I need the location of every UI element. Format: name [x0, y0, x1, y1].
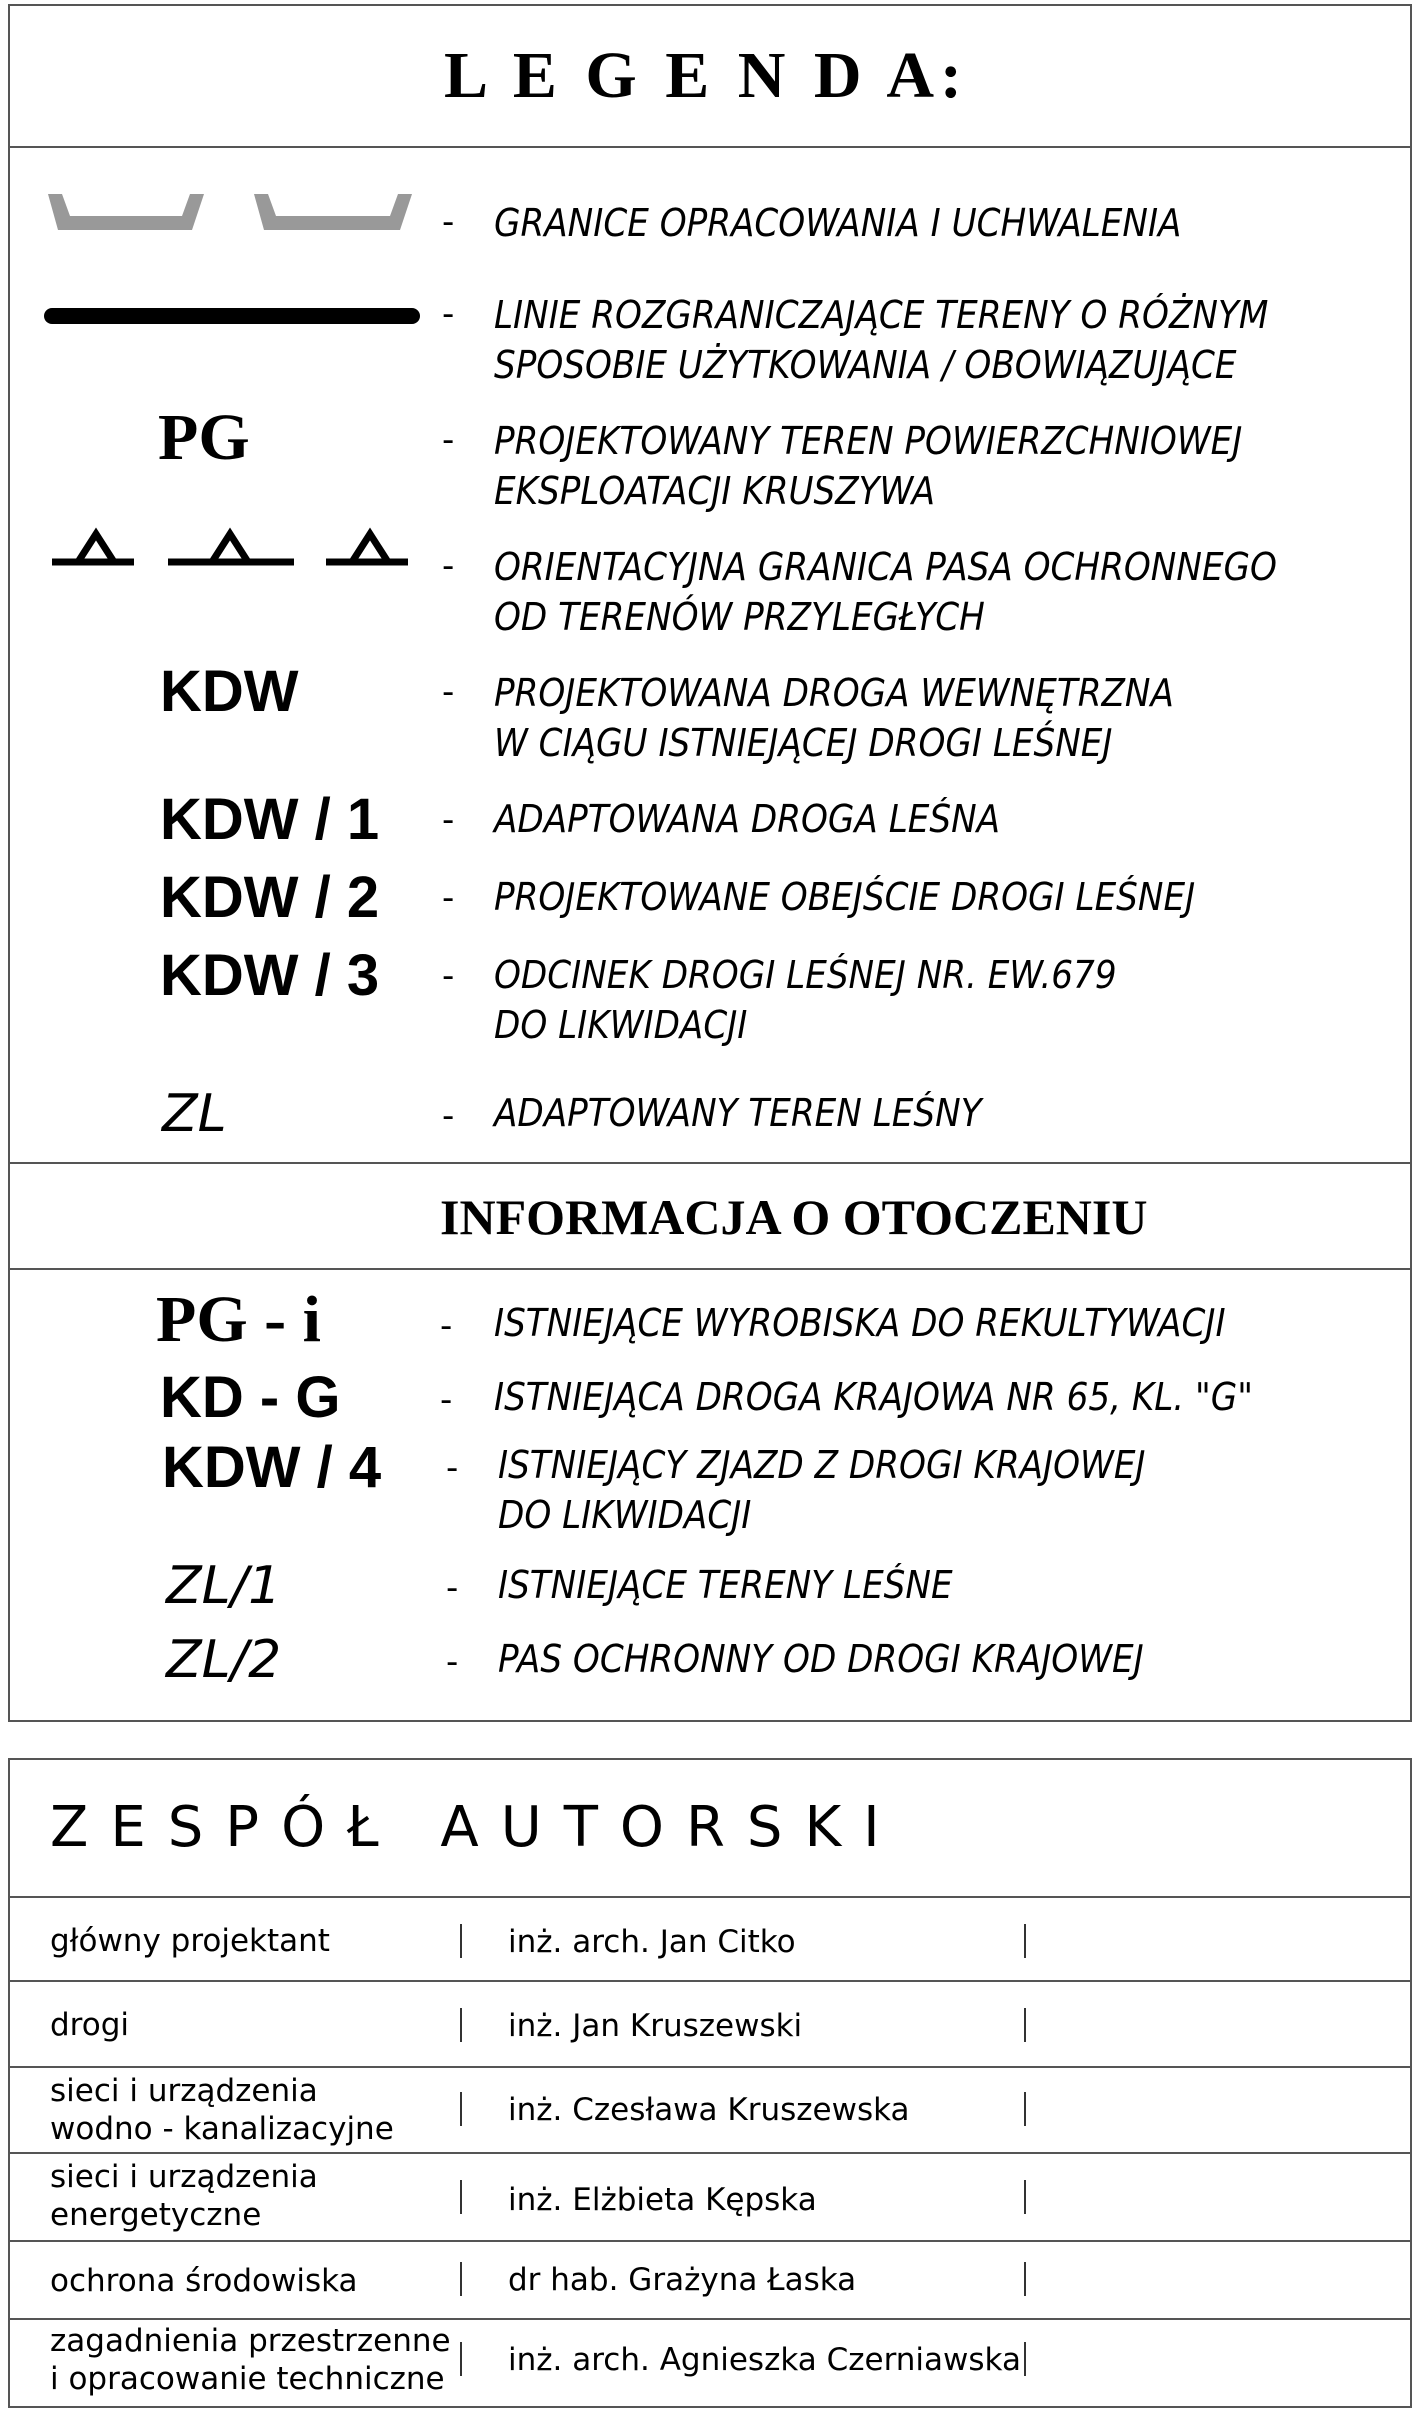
symbol-kdw: KDW	[160, 659, 299, 724]
column-tick	[460, 1924, 462, 1958]
legend-dash: -	[442, 202, 455, 242]
surroundings-bottom-divider	[8, 1268, 1412, 1270]
team-title-divider	[8, 1896, 1412, 1898]
legend-dash: -	[442, 546, 455, 586]
surroundings-desc: ISTNIEJĄCE WYROBISKA DO REKULTYWACJI	[494, 1301, 1226, 1345]
column-tick	[1024, 2262, 1026, 2296]
surroundings-title: INFORMACJA O OTOCZENIU	[440, 1189, 1148, 1245]
legend-dash: -	[442, 294, 455, 334]
surroundings-desc: ISTNIEJĄCY ZJAZD Z DROGI KRAJOWEJ DO LIKWIDACJI	[498, 1443, 1146, 1537]
thick-line-icon	[40, 302, 420, 332]
legend-desc: ODCINEK DROGI LEŚNEJ NR. EW.679 DO LIKWIDACJI	[494, 953, 1117, 1047]
column-tick	[1024, 2180, 1026, 2214]
team-name: dr hab. Grażyna Łaska	[508, 2262, 857, 2298]
column-tick	[460, 2180, 462, 2214]
legend-dash: -	[440, 1306, 453, 1346]
team-name: inż. Jan Kruszewski	[508, 2008, 803, 2044]
legend-desc: PROJEKTOWANE OBEJŚCIE DROGI LEŚNEJ	[494, 875, 1196, 919]
symbol-zl-2: ZL/2	[166, 1630, 282, 1690]
surroundings-top-divider	[8, 1162, 1412, 1164]
team-name: inż. Elżbieta Kępska	[508, 2182, 817, 2218]
legend-desc: ADAPTOWANA DROGA LEŚNA	[494, 797, 1001, 841]
team-role: sieci i urządzenia wodno - kanalizacyjne	[50, 2073, 394, 2147]
symbol-pg-i: PG - i	[156, 1283, 321, 1356]
boundary-segment	[48, 194, 204, 230]
column-tick	[1024, 1924, 1026, 1958]
legend-dash: -	[442, 956, 455, 996]
legend-desc: PROJEKTOWANA DROGA WEWNĘTRZNA W CIĄGU ISTNIEJĄCEJ DROGI LEŚNEJ	[494, 671, 1174, 765]
study-boundary-icon	[40, 186, 420, 246]
boundary-segment	[254, 194, 412, 230]
legend-desc: ADAPTOWANY TEREN LEŚNY	[494, 1091, 982, 1135]
team-row-divider	[8, 2318, 1412, 2320]
legend-dash: -	[442, 1096, 455, 1136]
symbol-kd-g: KD - G	[160, 1365, 341, 1430]
surroundings-desc: ISTNIEJĄCE TERENY LEŚNE	[498, 1563, 953, 1607]
legend-desc: LINIE ROZGRANICZAJĄCE TERENY O RÓŻNYM SPOSOBIE UŻYTKOWANIA / OBOWIĄZUJĄCE	[494, 293, 1269, 387]
symbol-zl: ZL	[162, 1084, 227, 1144]
column-tick	[1024, 2008, 1026, 2042]
legend-dash: -	[442, 420, 455, 460]
symbol-kdw-1: KDW / 1	[160, 787, 380, 852]
legend-dash: -	[442, 672, 455, 712]
column-tick	[460, 2342, 462, 2376]
symbol-zl-1: ZL/1	[166, 1556, 282, 1616]
team-role: ochrona środowiska	[50, 2263, 358, 2299]
team-name: inż. arch. Agnieszka Czerniawska	[508, 2342, 1021, 2378]
column-tick	[1024, 2092, 1026, 2126]
team-role: główny projektant	[50, 1923, 330, 1959]
symbol-kdw-2: KDW / 2	[160, 865, 380, 930]
team-name: inż. Czesława Kruszewska	[508, 2092, 910, 2128]
surroundings-desc: PAS OCHRONNY OD DROGI KRAJOWEJ	[498, 1637, 1144, 1681]
surroundings-desc: ISTNIEJĄCA DROGA KRAJOWA NR 65, KL. "G"	[494, 1375, 1254, 1419]
symbol-kdw-4: KDW / 4	[162, 1435, 382, 1500]
column-tick	[1024, 2342, 1026, 2376]
legend-dash: -	[446, 1642, 459, 1682]
legend-dash: -	[442, 878, 455, 918]
team-role: drogi	[50, 2007, 129, 2043]
legend-desc: GRANICE OPRACOWANIA I UCHWALENIA	[494, 201, 1182, 245]
triangle-line-icon	[48, 518, 428, 570]
team-name: inż. arch. Jan Citko	[508, 1924, 796, 1960]
team-role: sieci i urządzenia energetyczne	[50, 2159, 318, 2233]
legend-dash: -	[446, 1568, 459, 1608]
team-role: zagadnienia przestrzenne i opracowanie techniczne	[50, 2323, 451, 2397]
legend-title-divider	[8, 146, 1412, 148]
team-row-divider	[8, 1980, 1412, 1982]
column-tick	[460, 2008, 462, 2042]
legend-dash: -	[442, 800, 455, 840]
column-tick	[460, 2092, 462, 2126]
column-tick	[460, 2262, 462, 2296]
team-row-divider	[8, 2152, 1412, 2154]
legend-desc: PROJEKTOWANY TEREN POWIERZCHNIOWEJ EKSPLOATACJI KRUSZYWA	[494, 419, 1243, 513]
legend-desc: ORIENTACYJNA GRANICA PASA OCHRONNEGO OD TERENÓW PRZYLEGŁYCH	[494, 545, 1277, 639]
symbol-kdw-3: KDW / 3	[160, 943, 380, 1008]
legend-dash: -	[440, 1380, 453, 1420]
team-title: ZESPÓŁ AUTORSKI	[50, 1795, 902, 1860]
symbol-pg: PG	[158, 401, 250, 474]
legend-title: L E G E N D A:	[443, 39, 969, 112]
team-row-divider	[8, 2066, 1412, 2068]
legend-dash: -	[446, 1448, 459, 1488]
team-row-divider	[8, 2240, 1412, 2242]
